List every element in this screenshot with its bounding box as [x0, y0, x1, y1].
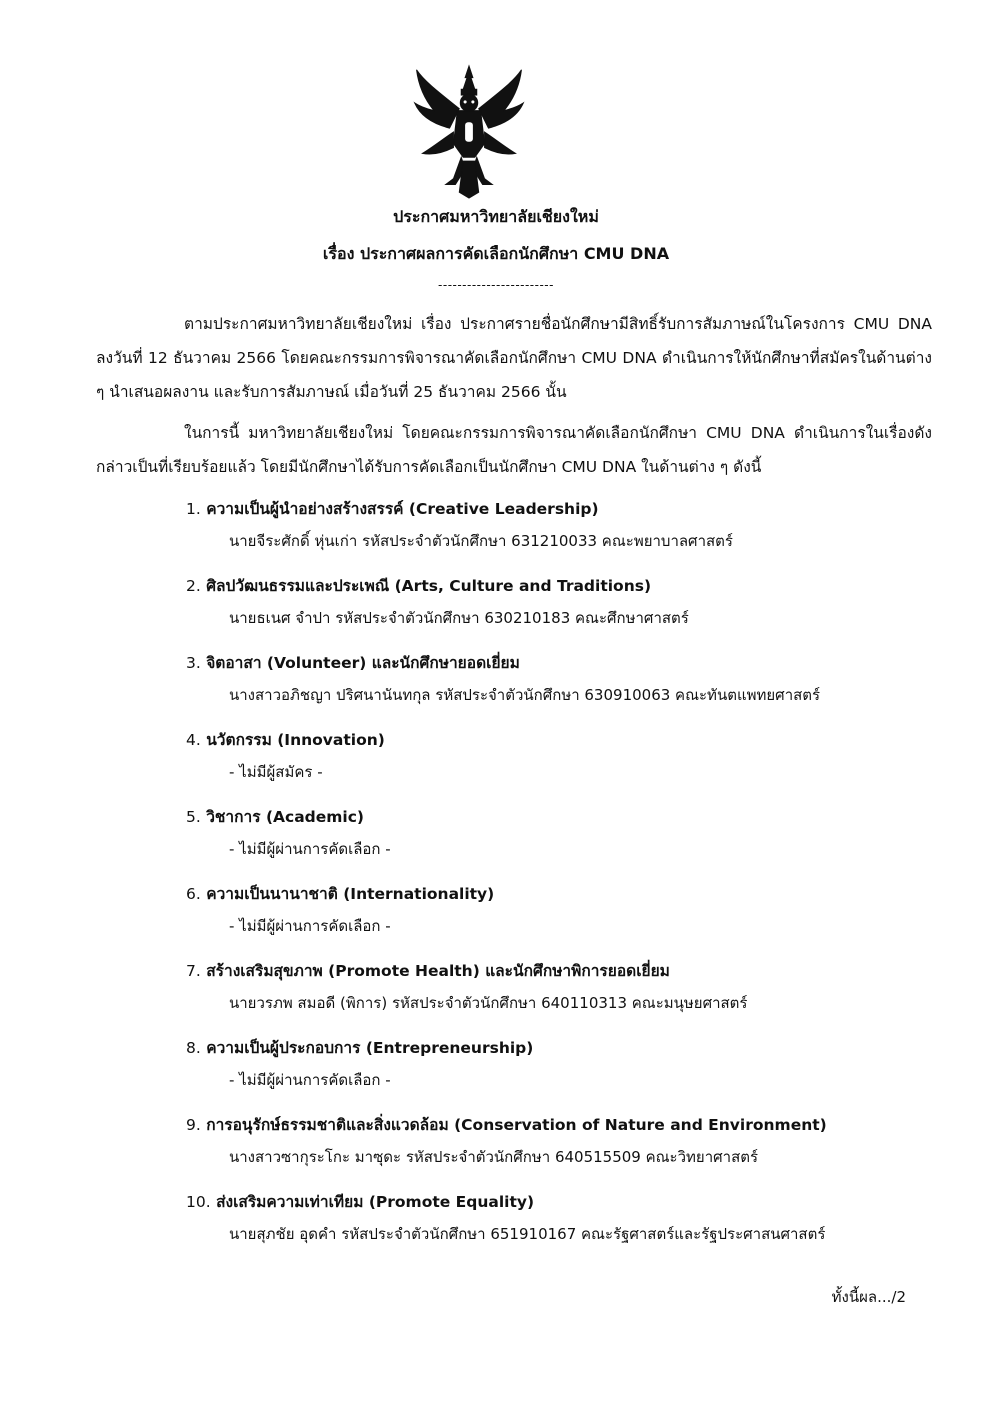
item-number: 3.	[186, 654, 201, 672]
page-continuation: ทั้งนี้ผล.../2	[831, 1288, 906, 1306]
item-number: 10.	[186, 1193, 211, 1211]
item-detail: - ไม่มีผู้ผ่านการคัดเลือก -	[229, 917, 391, 935]
list-item	[186, 879, 946, 943]
item-heading: วิชาการ (Academic)	[206, 808, 365, 826]
item-detail: - ไม่มีผู้ผ่านการคัดเลือก -	[229, 1071, 391, 1089]
divider-line: ------------------------	[438, 278, 554, 292]
item-heading: นวัตกรรม (Innovation)	[206, 731, 385, 749]
item-detail: นายสุภชัย อุดคำ รหัสประจำตัวนักศึกษา 651910167 คณะรัฐศาสตร์และรัฐประศาสนศาสตร์	[229, 1225, 826, 1243]
item-number: 7.	[186, 962, 201, 980]
document-title: ประกาศมหาวิทยาลัยเชียงใหม่	[393, 207, 599, 226]
item-number: 1.	[186, 500, 201, 518]
item-heading: ความเป็นนานาชาติ (Internationality)	[206, 885, 495, 903]
garuda-emblem-icon	[410, 64, 528, 200]
item-heading: ส่งเสริมความเท่าเทียม (Promote Equality)	[216, 1193, 535, 1211]
item-detail: นายจีระศักดิ์ หุ่นเก่า รหัสประจำตัวนักศึกษา 631210033 คณะพยาบาลศาสตร์	[229, 532, 733, 550]
item-detail: นางสาวอภิชญา ปริศนานันทกุล รหัสประจำตัวนักศึกษา 630910063 คณะทันตแพทยศาสตร์	[229, 686, 821, 704]
paragraph-result	[96, 416, 932, 484]
item-heading: ความเป็นผู้นำอย่างสร้างสรรค์ (Creative Leadership)	[206, 500, 599, 518]
item-heading: ศิลปวัฒนธรรมและประเพณี (Arts, Culture and Traditions)	[206, 577, 652, 595]
paragraph-intro-text: ตามประกาศมหาวิทยาลัยเชียงใหม่ เรื่อง ประกาศรายชื่อนักศึกษามีสิทธิ์รับการสัมภาษณ์ในโครงการ CMU DNA ลงวันที่ 12 ธันวาคม 2566 โดยคณะกรรมการพิจารณาคัดเลือกนักศึกษา CMU DNA ดำเนินการให้นักศึกษาที่สมัครในด้านต่าง ๆ นำเสนอผลงาน และรับการสัมภาษณ์ เมื่อวันที่ 25 ธันวาคม 2566 นั้น	[96, 315, 932, 401]
document-subject: เรื่อง ประกาศผลการคัดเลือกนักศึกษา CMU DNA	[322, 244, 670, 263]
item-heading: จิตอาสา (Volunteer) และนักศึกษายอดเยี่ยม	[206, 654, 520, 672]
list-item	[186, 648, 946, 712]
item-detail: - ไม่มีผู้ผ่านการคัดเลือก -	[229, 840, 391, 858]
item-number: 9.	[186, 1116, 201, 1134]
item-heading: การอนุรักษ์ธรรมชาติและสิ่งแวดล้อม (Conservation of Nature and Environment)	[206, 1116, 827, 1134]
list-item	[186, 494, 946, 558]
item-heading: ความเป็นผู้ประกอบการ (Entrepreneurship)	[206, 1039, 534, 1057]
item-heading: สร้างเสริมสุขภาพ (Promote Health) และนักศึกษาพิการยอดเยี่ยม	[206, 962, 670, 980]
list-item	[186, 571, 946, 635]
list-item	[186, 725, 946, 789]
item-number: 8.	[186, 1039, 201, 1057]
item-detail: - ไม่มีผู้สมัคร -	[229, 763, 323, 781]
item-number: 5.	[186, 808, 201, 826]
item-detail: นายวรภพ สมอดี (พิการ) รหัสประจำตัวนักศึกษา 640110313 คณะมนุษยศาสตร์	[229, 994, 748, 1012]
item-number: 4.	[186, 731, 201, 749]
item-detail: นางสาวซากุระโกะ มาซุดะ รหัสประจำตัวนักศึกษา 640515509 คณะวิทยาศาสตร์	[229, 1148, 759, 1166]
item-detail: นายธเนศ จำปา รหัสประจำตัวนักศึกษา 630210183 คณะศึกษาศาสตร์	[229, 609, 689, 627]
paragraph-intro	[96, 307, 932, 409]
item-number: 2.	[186, 577, 201, 595]
list-item	[186, 802, 946, 866]
list-item	[186, 1187, 946, 1251]
item-number: 6.	[186, 885, 201, 903]
list-item	[186, 956, 946, 1020]
paragraph-result-text: ในการนี้ มหาวิทยาลัยเชียงใหม่ โดยคณะกรรมการพิจารณาคัดเลือกนักศึกษา CMU DNA ดำเนินการในเรื่องดังกล่าวเป็นที่เรียบร้อยแล้ว โดยมีนักศึกษาได้รับการคัดเลือกเป็นนักศึกษา CMU DNA ในด้านต่าง ๆ ดังนี้	[96, 424, 932, 476]
list-item	[186, 1110, 946, 1174]
list-item	[186, 1033, 946, 1097]
